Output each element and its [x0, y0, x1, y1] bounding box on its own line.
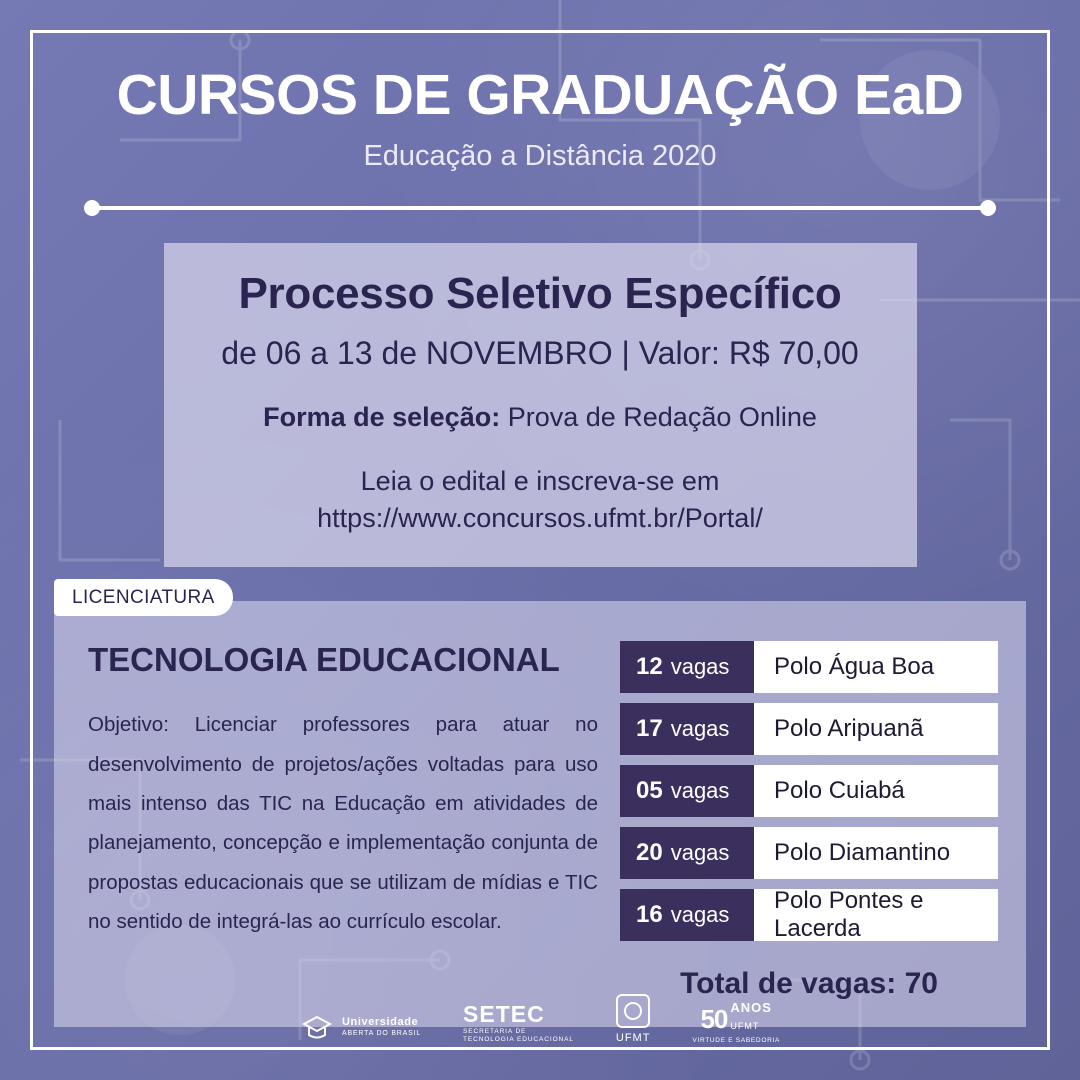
- anniversary-anos: ANOS: [730, 999, 772, 1015]
- selection-method-value: Prova de Redação Online: [507, 401, 817, 432]
- polo-vacancies-count: 20: [636, 839, 663, 867]
- polo-vacancies-label: vagas: [670, 902, 730, 928]
- course-name: TECNOLOGIA EDUCACIONAL: [88, 641, 560, 679]
- anniversary-ufmt: UFMT: [730, 1021, 760, 1032]
- logo-setec-name: SETEC: [463, 1000, 545, 1027]
- polo-vacancies: [620, 641, 754, 693]
- logo-ufmt-caption: UFMT: [615, 1032, 651, 1044]
- page-subtitle: Educação a Distância 2020: [363, 139, 717, 172]
- polo-name: Polo Cuiabá: [754, 765, 998, 817]
- list-item: [620, 827, 998, 879]
- polo-name: Polo Água Boa: [754, 641, 998, 693]
- logo-uab-text: [342, 1016, 421, 1039]
- polo-vacancies: [620, 827, 754, 879]
- polo-vacancies-count: 17: [636, 715, 663, 743]
- polo-name: Polo Diamantino: [754, 827, 998, 879]
- polo-vacancies-label: vagas: [670, 654, 730, 680]
- logo-ufmt: [616, 994, 651, 1044]
- list-item: [620, 765, 998, 817]
- selection-method: [194, 402, 887, 433]
- list-item: [620, 641, 998, 693]
- graduation-cap-icon: [300, 1010, 334, 1044]
- edital-instruction: Leia o edital e inscreva-se em: [360, 465, 720, 496]
- polo-name: Polo Pontes e Lacerda: [754, 889, 998, 941]
- ufmt-seal-icon: [616, 994, 650, 1028]
- polo-vacancies: [620, 765, 754, 817]
- polo-vacancies-count: 05: [636, 777, 663, 805]
- selection-process-panel: [164, 243, 917, 568]
- polo-vacancies-count: 12: [636, 653, 663, 681]
- logo-setec: [463, 1001, 574, 1044]
- list-item: [620, 703, 998, 755]
- course-description: Objetivo: Licenciar professores para atuar no desenvolvimento de projetos/ações voltadas para uso mais intenso das TIC na Educação em atividades de planejamento, concepção e implementação conjunta de propostas educacionais que se utilizam de mídias e TIC no sentido de integrá-las ao currículo escolar.: [88, 713, 598, 934]
- status-badge: LICENCIATURA: [54, 579, 233, 616]
- divider-dot-right: [980, 200, 996, 216]
- page-title: CURSOS DE GRADUAÇÃO EaD: [116, 63, 964, 127]
- total-vacancies: Total de vagas: 70: [680, 967, 938, 1001]
- logo-uab-line1: Universidade: [341, 1015, 419, 1028]
- logo-uab: [300, 1010, 421, 1044]
- edital-info: [194, 463, 887, 538]
- logo-anniversary: [692, 999, 780, 1044]
- course-info: [82, 635, 598, 1001]
- polo-vacancies-label: vagas: [670, 778, 730, 804]
- process-dates: de 06 a 13 de NOVEMBRO | Valor: R$ 70,00: [221, 334, 859, 371]
- polo-name: Polo Aripuanã: [754, 703, 998, 755]
- footer-logos: [0, 994, 1080, 1044]
- registration-link[interactable]: https://www.concursos.ufmt.br/Portal/: [317, 503, 763, 534]
- polo-vacancies: [620, 703, 754, 755]
- process-title: Processo Seletivo Específico: [238, 268, 842, 318]
- polos-list: [620, 635, 998, 1001]
- anniversary-stack: [730, 999, 772, 1034]
- course-section: [54, 587, 1026, 1027]
- polo-vacancies-label: vagas: [670, 840, 730, 866]
- polo-vacancies: [620, 889, 754, 941]
- list-item: [620, 889, 998, 941]
- polo-vacancies-label: vagas: [670, 716, 730, 742]
- anniversary-number: 50: [700, 1004, 728, 1035]
- anniversary-tagline: VIRTUDE E SABEDORIA: [692, 1036, 781, 1044]
- divider-line: [92, 206, 988, 210]
- selection-method-label: Forma de seleção:: [263, 401, 501, 432]
- logo-setec-line2: TECNOLOGIA EDUCACIONAL: [463, 1036, 574, 1044]
- divider: [84, 195, 996, 221]
- polo-vacancies-count: 16: [636, 901, 663, 929]
- logo-setec-line1: SECRETARIA DE: [463, 1028, 527, 1036]
- logo-anniversary-top: [692, 999, 780, 1034]
- logo-uab-line2: ABERTA DO BRASIL: [341, 1029, 422, 1037]
